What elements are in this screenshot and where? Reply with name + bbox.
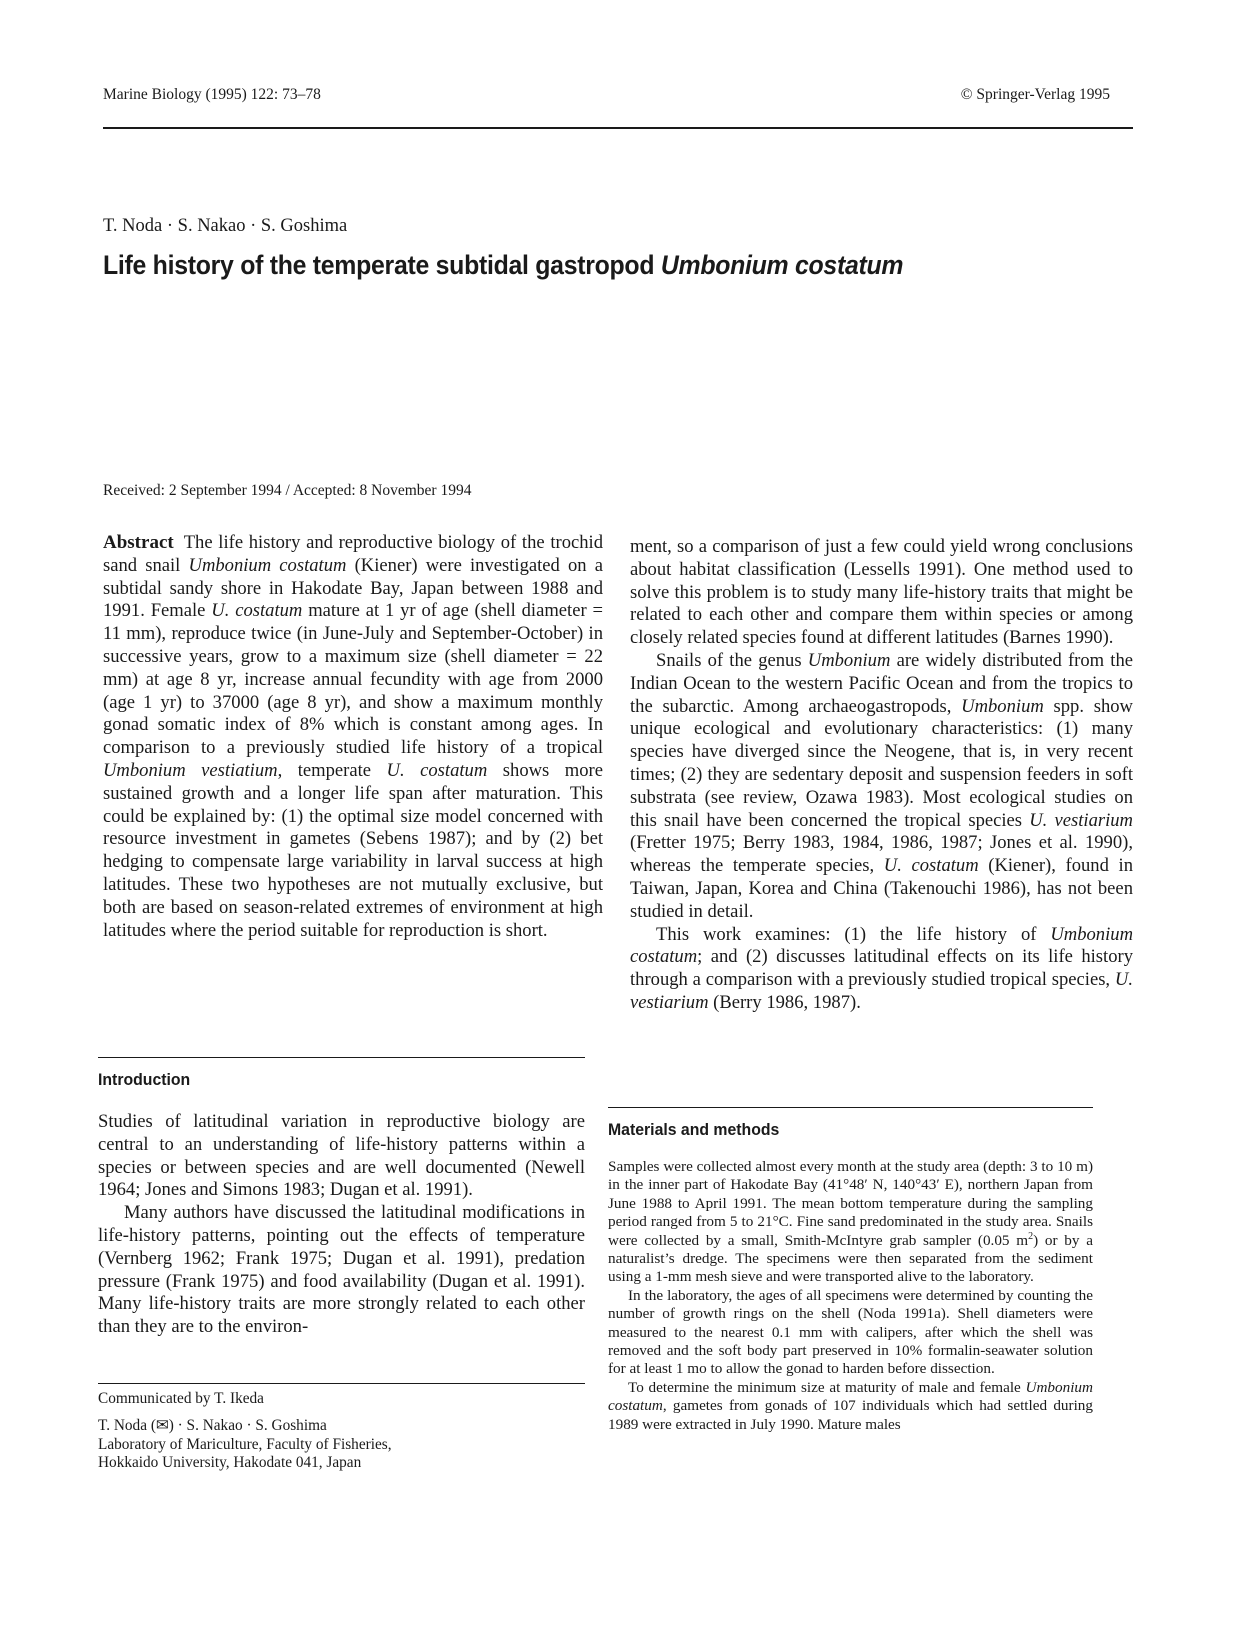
introduction-paragraph-2: Many authors have discussed the latitudinal modifications in life-history patterns, pointing out the effects of temperature (Vernberg 1962; Frank 1975; Dugan et al. 1991), predation pressure (Frank 1975) and food availability (Dugan et al. 1991). Many life-history traits are more strongly related to each other than they are to the environ- [98,1202,585,1338]
footnote-rule [98,1383,585,1384]
methods-paragraph-3: To determine the minimum size at maturity of male and female Umbonium costatum, gametes from gonads of 107 individuals which had settled during 1989 were extracted in July 1990. Mature males [608,1378,1093,1433]
right-paragraph-3: This work examines: (1) the life history of Umbonium costatum; and (2) discusses latitudinal effects on its life history through a comparison with a previously studied tropical species, U. vestiarium (Berry 1986, 1987). [630,923,1133,1013]
paper-title: Life history of the temperate subtidal gastropod Umbonium costatum [103,250,904,280]
footnote-university: Hokkaido University, Hakodate 041, Japan [98,1454,362,1472]
right-column-body [630,536,1133,1015]
received-dates: Received: 2 September 1994 / Accepted: 8 November 1994 [103,482,472,499]
journal-citation: Marine Biology (1995) 122: 73–78 [103,86,321,103]
methods-heading: Materials and methods [608,1120,780,1139]
header-rule [103,127,1133,129]
right-paragraph-2: Snails of the genus Umbonium are widely distributed from the Indian Ocean to the western Pacific Ocean and from the tropics to the subarctic. Among archaeogastropods, Umbonium spp. show unique ecological and evolutionary characteristics: (1) many species have diverged since the Neogene, that is, in very recent times; (2) they are sedentary deposit and suspension feeders in soft substrata (see review, Ozawa 1983). Most ecological studies on this snail have been concerned the tropical species U. vestiarium (Fretter 1975; Berry 1983, 1984, 1986, 1987; Jones et al. 1990), whereas the temperate species, U. costatum (Kiener), found in Taiwan, Japan, Korea and China (Takenouchi 1986), has not been studied in detail. [630,649,1133,922]
footnote-authors: T. Noda (✉) · S. Nakao · S. Goshima [98,1416,327,1434]
author-footnote [98,1390,585,1473]
introduction-paragraph-1: Studies of latitudinal variation in reproductive biology are central to an understanding of life-history patterns within a species or between species and are well documented (Newell 1964; Jones and Simons 1983; Dugan et al. 1991). [98,1111,585,1201]
footnote-lab: Laboratory of Mariculture, Faculty of Fisheries, [98,1435,392,1453]
introduction-heading: Introduction [98,1070,191,1089]
introduction-rule [98,1057,585,1058]
communicated-by: Communicated by T. Ikeda [98,1390,264,1407]
methods-body [608,1158,1093,1434]
copyright-notice: © Springer-Verlag 1995 [960,86,1110,103]
author-list: T. Noda · S. Nakao · S. Goshima [103,216,348,236]
abstract: Abstract The life history and reproductive biology of the trochid sand snail Umbonium costatum (Kiener) were investigated on a subtidal sandy shore in Hakodate Bay, Japan between 1988 and 1991. Female U. costatum mature at 1 yr of age (shell diameter = 11 mm), reproduce twice (in June-July and September-October) in successive years, grow to a maximum size (shell diameter = 22 mm) at age 8 yr, increase annual fecundity with age from 2000 (age 1 yr) to 37000 (age 8 yr), and show a maximum monthly gonad somatic index of 8% which is constant among ages. In comparison to a previously studied life history of a tropical Umbonium vestiatium, temperate U. costatum shows more sustained growth and a longer life span after maturation. This could be explained by: (1) the optimal size model concerned with resource investment in gametes (Sebens 1987); and by (2) bet hedging to compensate large variability in larval success at high latitudes. These two hypotheses are not mutually exclusive, but both are based on season-related extremes of environment at high latitudes where the period suitable for reproduction is short. [103,532,603,941]
methods-rule [608,1107,1093,1108]
methods-paragraph-2: In the laboratory, the ages of all specimens were determined by counting the number of growth rings on the shell (Noda 1991a). Shell diameters were measured to the nearest 0.1 mm with calipers, after which the shell was removed and the soft body part preserved in 10% formalin-seawater solution for at least 1 mo to allow the gonad to harden before dissection. [608,1286,1093,1378]
introduction-body [98,1111,585,1339]
title-species: Umbonium costatum [660,250,904,280]
methods-paragraph-1: Samples were collected almost every month at the study area (depth: 3 to 10 m) in the inner part of Hakodate Bay (41°48′ N, 140°43′ E), northern Japan from June 1988 to April 1991. The mean bottom temperature during the sampling period ranged from 5 to 21°C. Fine sand predominated in the study area. Snails were collected by a small, Smith-McIntyre grab sampler (0.05 $m^2$) or by a naturalist’s dredge. The specimens were then separated from the sediment using a 1-mm mesh sieve and were transported alive to the laboratory. [608,1158,1093,1286]
right-paragraph-1: ment, so a comparison of just a few could yield wrong conclusions about habitat classification (Lessells 1991). One method used to solve this problem is to study many life-history traits that might be related to each other and compare them within species or among closely related species found at different latitudes (Barnes 1990). [630,536,1133,649]
abstract-heading: Abstract [103,532,174,553]
